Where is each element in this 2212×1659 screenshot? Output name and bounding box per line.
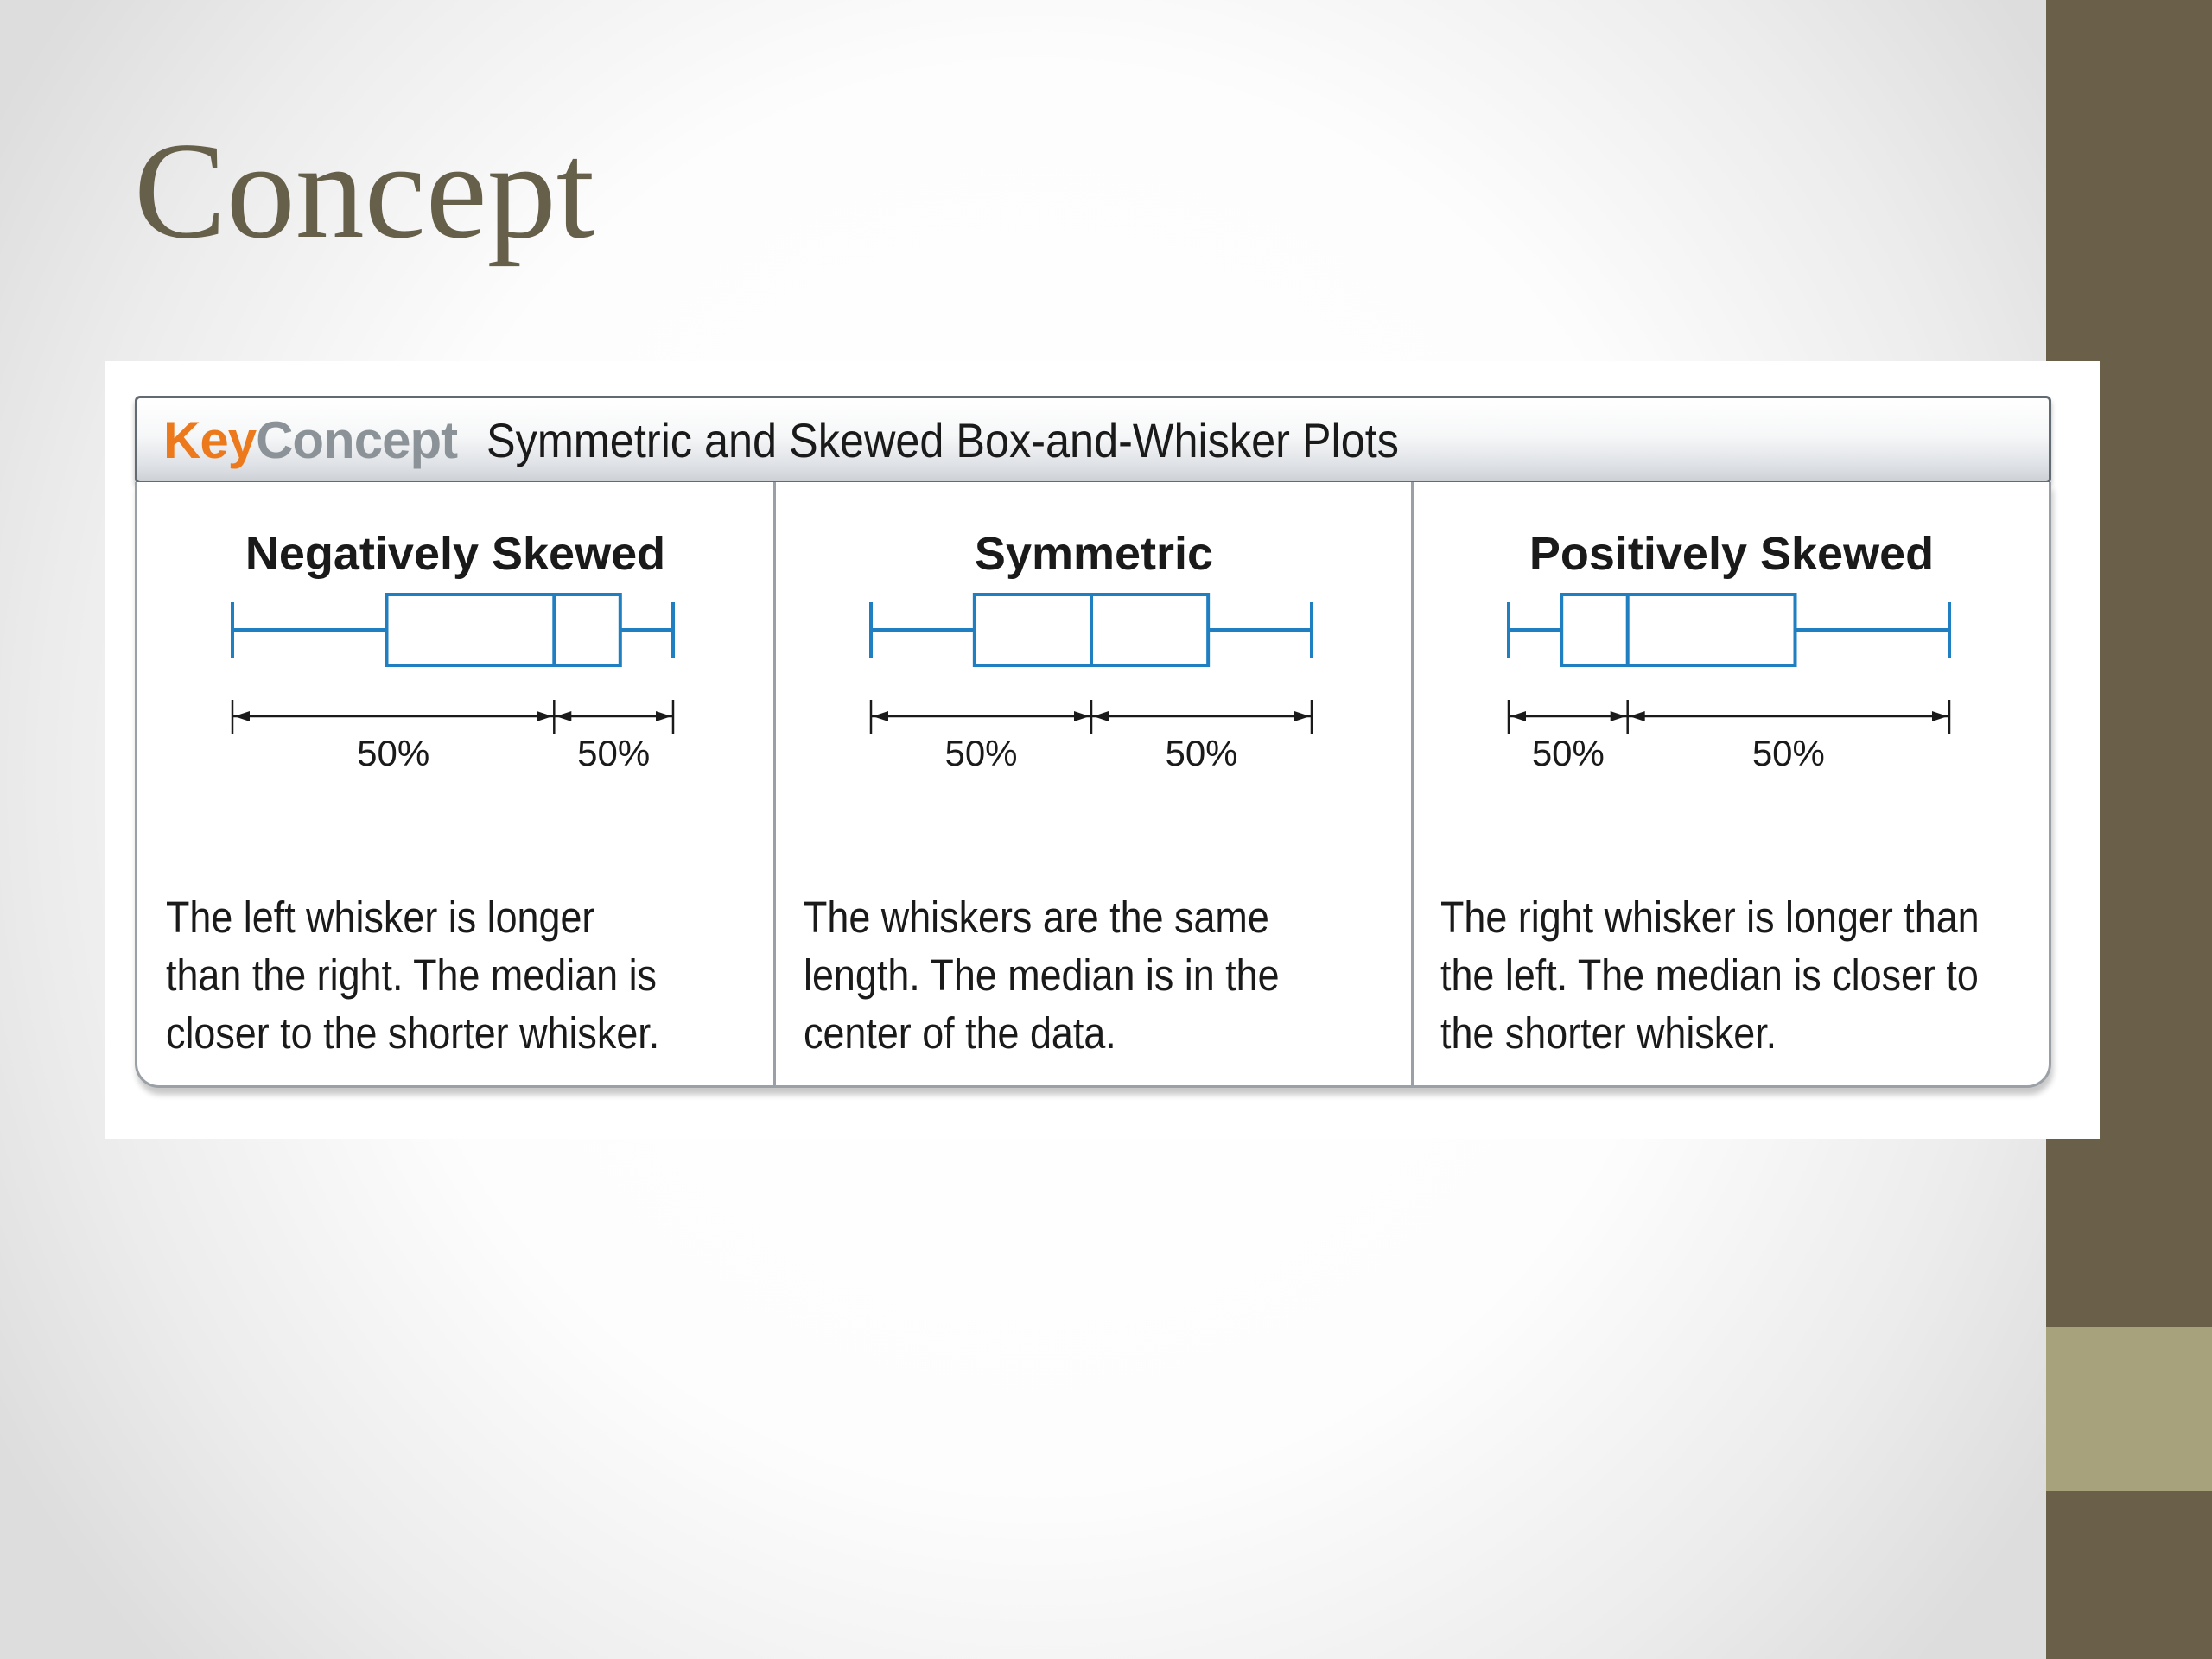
bracket-arrow bbox=[1611, 711, 1626, 721]
bracket-arrow bbox=[537, 711, 552, 721]
right-percent-label: 50% bbox=[577, 733, 651, 773]
column-heading-negatively-skewed: Negatively Skewed bbox=[245, 528, 666, 580]
description-line: The right whisker is longer than bbox=[1440, 893, 1980, 942]
key-concept-logo bbox=[163, 410, 457, 470]
column-description-positively-skewed bbox=[1440, 888, 1980, 1062]
bracket-arrow bbox=[1630, 711, 1645, 721]
box-plot-positively-skewed bbox=[1414, 586, 2050, 773]
left-percent-label: 50% bbox=[944, 733, 1018, 773]
description-line: the shorter whisker. bbox=[1440, 1008, 1777, 1058]
bracket-arrow bbox=[1093, 711, 1109, 721]
slide-title: Concept bbox=[134, 113, 595, 267]
right-percent-label: 50% bbox=[1165, 733, 1238, 773]
column-description-symmetric bbox=[804, 888, 1298, 1062]
bracket-arrow bbox=[656, 711, 671, 721]
description-line: than the right. The median is bbox=[166, 950, 657, 1000]
description-line: length. The median is in the bbox=[804, 950, 1280, 1000]
logo-key-text: Key bbox=[163, 410, 257, 469]
side-decoration-accent bbox=[2046, 1327, 2212, 1491]
box-plot-negatively-skewed bbox=[137, 586, 773, 773]
box-plot-symmetric bbox=[776, 586, 1412, 773]
bracket-arrow bbox=[1932, 711, 1948, 721]
iqr-box bbox=[1561, 594, 1795, 665]
column-description-negatively-skewed bbox=[166, 888, 660, 1062]
bracket-arrow bbox=[873, 711, 888, 721]
description-line: The left whisker is longer bbox=[166, 893, 595, 942]
column-heading-symmetric: Symmetric bbox=[974, 528, 1214, 580]
description-line: the left. The median is closer to bbox=[1440, 950, 1979, 1000]
description-line: closer to the shorter whisker. bbox=[166, 1008, 660, 1058]
left-percent-label: 50% bbox=[1531, 733, 1605, 773]
key-concept-panel bbox=[135, 482, 2051, 1088]
bracket-arrow bbox=[234, 711, 250, 721]
right-percent-label: 50% bbox=[1751, 733, 1825, 773]
bracket-arrow bbox=[1510, 711, 1526, 721]
key-concept-header bbox=[135, 396, 2051, 484]
description-line: The whiskers are the same bbox=[804, 893, 1269, 942]
key-concept-figure bbox=[105, 361, 2100, 1139]
description-line: center of the data. bbox=[804, 1008, 1116, 1058]
key-concept-title: Symmetric and Skewed Box-and-Whisker Plots bbox=[486, 412, 1400, 467]
bracket-arrow bbox=[1074, 711, 1090, 721]
iqr-box bbox=[387, 594, 620, 665]
logo-concept-text: Concept bbox=[256, 410, 458, 469]
left-percent-label: 50% bbox=[357, 733, 430, 773]
bracket-arrow bbox=[556, 711, 571, 721]
bracket-arrow bbox=[1294, 711, 1310, 721]
column-heading-positively-skewed: Positively Skewed bbox=[1529, 528, 1935, 580]
